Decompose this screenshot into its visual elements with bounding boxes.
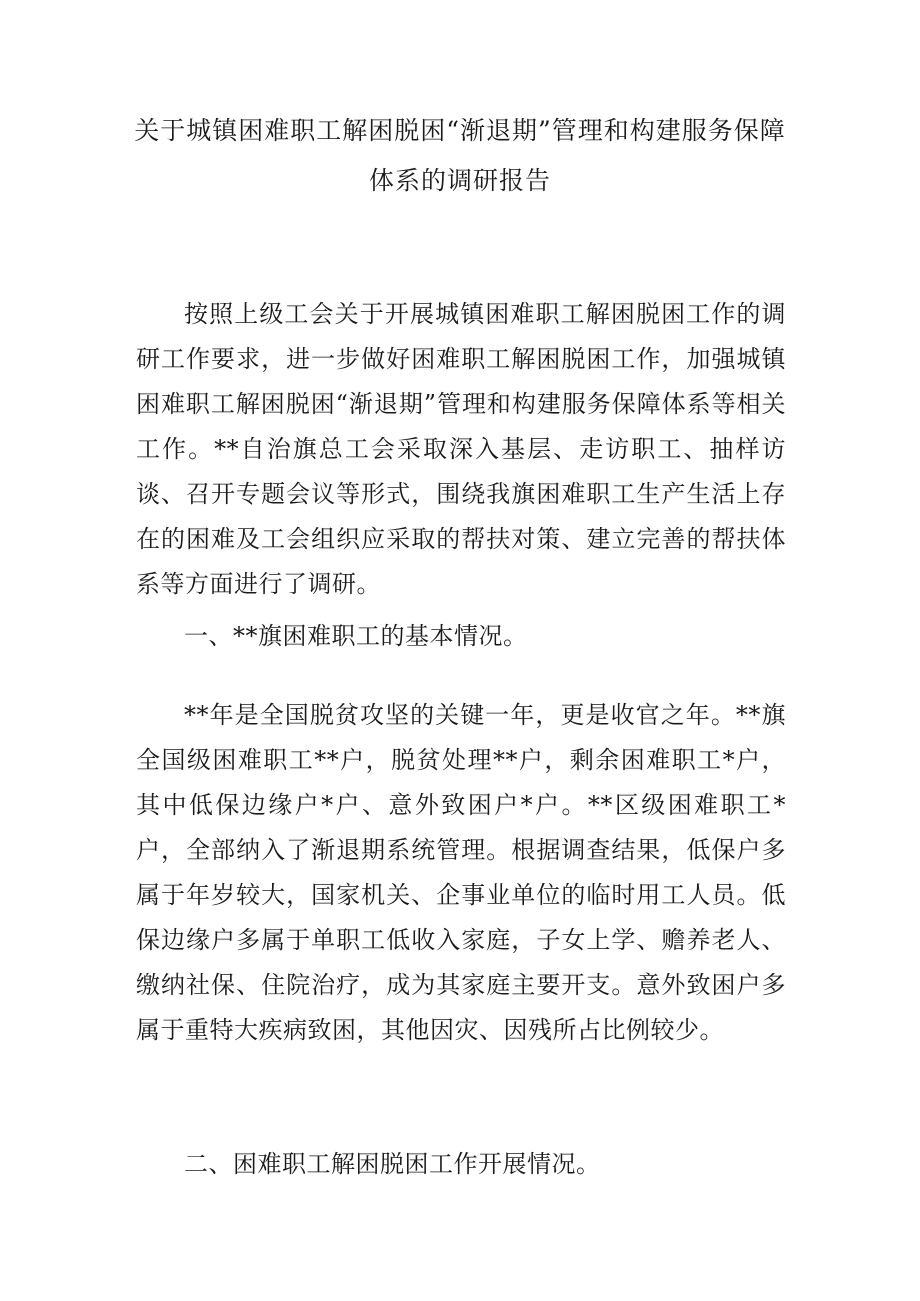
section-heading-1: 一、**旗困难职工的基本情况。 (184, 622, 528, 650)
section-heading-2: 二、困难职工解困脱困工作开展情况。 (184, 1150, 601, 1178)
title-line-2: 体系的调研报告 (368, 166, 551, 195)
document-title (130, 106, 790, 206)
section-1-paragraph: **年是全国脱贫攻坚的关键一年，更是收官之年。**旗全国级困难职工**户，脱贫处理**户，剩余困难职工*户，其中低保边缘户*户、意外致困户*户。**区级困难职工*户，全部纳入了渐退期系统管理。根据调查结果，低保户多属于年岁较大，国家机关、企事业单位的临时用工人员。低保边缘户多属于单职工低收入家庭，子女上学、赡养老人、缴纳社保、住院治疗，成为其家庭主要开支。意外致困户多属于重特大疾病致困，其他因灾、因残所占比例较少。 (136, 701, 786, 1044)
title-line-1: 关于城镇困难职工解困脱困“渐退期”管理和构建服务保障 (134, 116, 786, 145)
intro-paragraph: 按照上级工会关于开展城镇困难职工解困脱困工作的调研工作要求，进一步做好困难职工解困脱困工作，加强城镇困难职工解困脱困“渐退期”管理和构建服务保障体系等相关工作。**自治旗总工会采取深入基层、走访职工、抽样访谈、召开专题会议等形式，围绕我旗困难职工生产生活上存在的困难及工会组织应采取的帮扶对策、建立完善的帮扶体系等方面进行了调研。 (136, 300, 786, 598)
